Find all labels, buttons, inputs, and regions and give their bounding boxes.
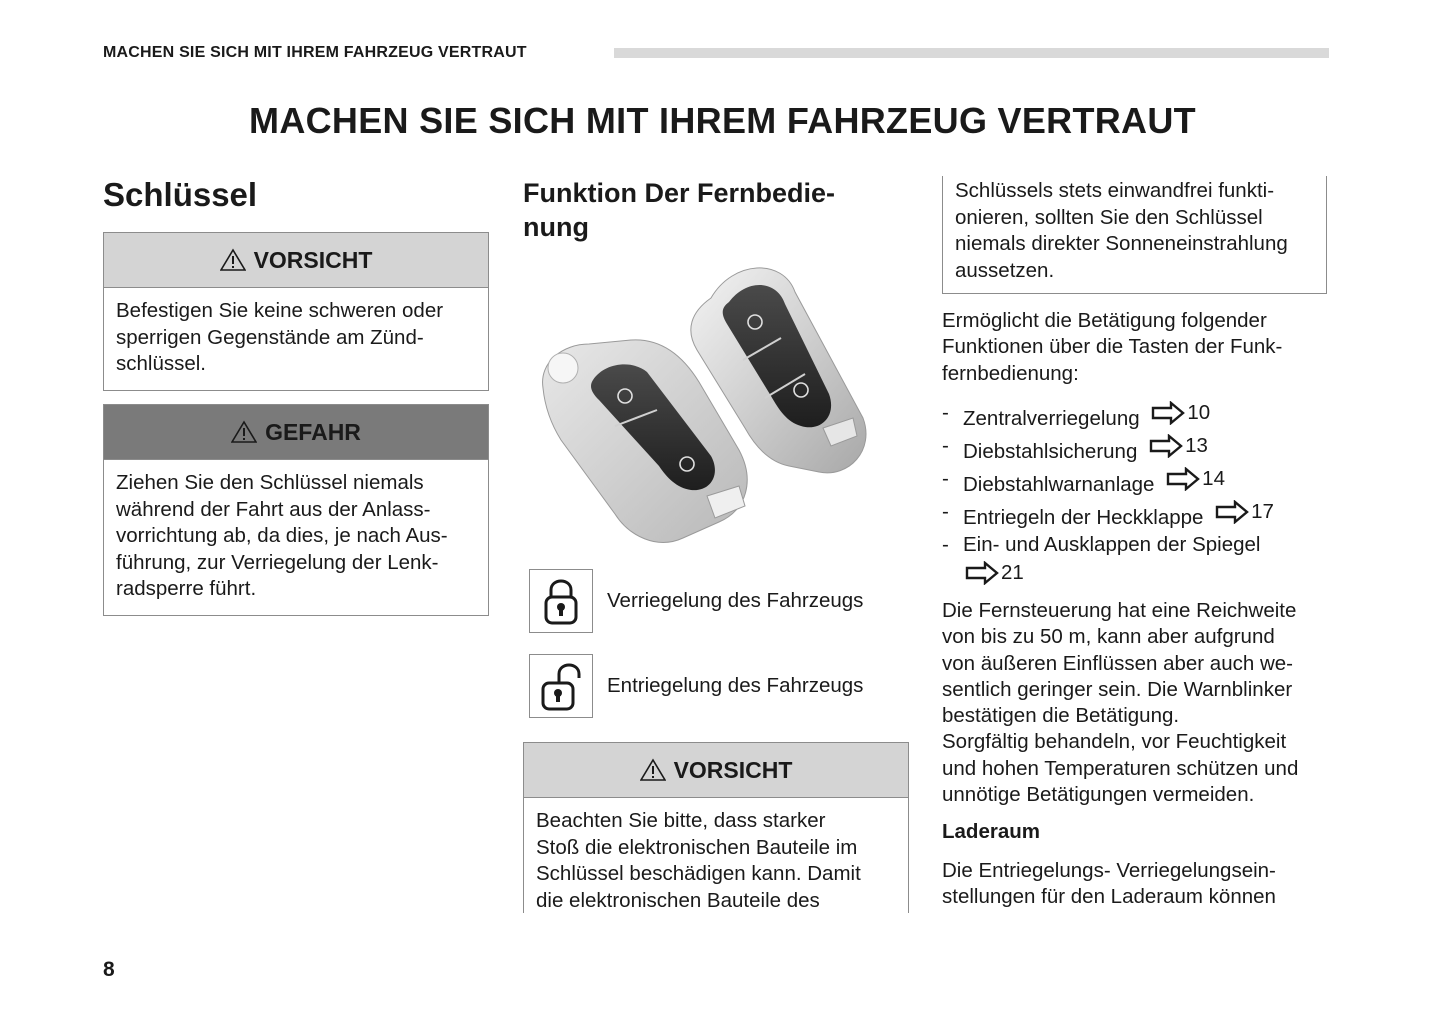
notice-line: Beachten Sie bitte, dass starker (536, 809, 826, 832)
notice-line: aussetzen. (955, 258, 1055, 282)
list-item (942, 432, 1329, 465)
page-number-ref: 17 (1251, 500, 1274, 523)
notice-caution (523, 742, 909, 913)
list-item (942, 498, 1329, 531)
text-line: Die Fernsteuerung hat eine Reichweite (942, 599, 1297, 622)
notice-line: führung, zur Verriegelung der Lenk- (116, 550, 439, 574)
page-number-ref: 10 (1187, 401, 1211, 424)
notice-line: niemals direkter Sonneneinstrahlung (955, 232, 1288, 255)
text-line: und hohen Temperaturen schützen und (942, 756, 1299, 780)
list-item (942, 465, 1329, 498)
feature-label: Diebstahlwarnanlage (963, 473, 1155, 496)
cargo-paragraph (942, 858, 1329, 911)
text-line: Sorgfältig behandeln, vor Feuchtigkeit (942, 730, 1287, 754)
section-title-keys: Schlüssel (103, 176, 258, 213)
feature-label: Diebstahlsicherung (963, 440, 1138, 463)
notice-line: onieren, sollten Sie den Schlüssel (955, 205, 1263, 229)
notice-line: radsperre führt. (116, 577, 257, 600)
notice-line: vorrichtung ab, da dies, je nach Aus- (116, 524, 448, 547)
notice-header (104, 233, 488, 288)
text-line: Ermöglicht die Betätigung folgender (942, 309, 1267, 332)
notice-line: sperrigen Gegenstände am Zünd- (116, 325, 424, 349)
page-title: MACHEN SIE SICH MIT IHREM FAHRZEUG VERTRAUT (249, 100, 1196, 141)
list-item (942, 399, 1329, 432)
list-item (942, 531, 1329, 591)
column-remote (523, 176, 909, 912)
notice-line: Schlüssel beschädigen kann. Damit (536, 862, 861, 885)
warning-triangle-icon (640, 758, 666, 782)
notice-caution (103, 232, 489, 391)
arrow-reference-icon (965, 561, 999, 585)
notice-line: Befestigen Sie keine schweren oder (116, 299, 444, 322)
notice-line: Ziehen Sie den Schlüssel niemals (116, 471, 424, 494)
page-reference[interactable] (1166, 465, 1225, 493)
text-line: von äußeren Einflüssen aber auch we- (942, 651, 1293, 675)
section-title-remote (523, 176, 909, 244)
page-number-ref: 21 (1001, 561, 1024, 584)
text-line: Funktionen über die Tasten der Funk- (942, 335, 1283, 359)
feature-label: - Ein- und Ausklappen der Spiegel (963, 533, 1261, 556)
notice-danger (103, 404, 489, 616)
feature-label: Entriegeln der Heckklappe (963, 506, 1204, 529)
text-line: bestätigen die Betätigung. (942, 704, 1180, 728)
running-header: MACHEN SIE SICH MIT IHREM FAHRZEUG VERTRAUT (103, 44, 527, 61)
notice-label: VORSICHT (673, 756, 793, 783)
notice-line: schlüssel. (116, 352, 207, 375)
text-line: unnötige Betätigungen vermeiden. (942, 783, 1255, 807)
notice-text (104, 460, 488, 615)
notice-continued (942, 176, 1327, 294)
arrow-reference-icon (1215, 500, 1249, 524)
title-line: nung (523, 212, 589, 242)
lock-icon-box (529, 569, 593, 633)
remote-key-illustration (533, 260, 905, 560)
lock-row (529, 569, 863, 633)
page-reference[interactable] (965, 559, 1024, 587)
notice-header (524, 743, 908, 798)
notice-label: GEFAHR (265, 418, 361, 445)
unlock-label: Entriegelung des Fahrzeugs (607, 674, 864, 697)
notice-header (104, 405, 488, 460)
arrow-reference-icon (1149, 434, 1183, 458)
text-line: sentlich geringer sein. Die Warnblinker (942, 677, 1293, 701)
page-reference[interactable] (1215, 498, 1274, 526)
feature-list (942, 399, 1329, 591)
arrow-reference-icon (1151, 401, 1185, 425)
intro-paragraph (942, 308, 1329, 387)
subheading-cargo: Laderaum (942, 820, 1040, 843)
unlock-row (529, 654, 863, 718)
page-number-ref: 14 (1202, 467, 1225, 490)
page-number: 8 (103, 958, 115, 981)
notice-line: die elektronischen Bauteile des (536, 888, 820, 912)
header-rule (614, 48, 1329, 58)
text-line: von bis zu 50 m, kann aber aufgrund (942, 625, 1275, 649)
text-line: fernbedienung: (942, 361, 1079, 385)
padlock-open-icon (539, 660, 583, 712)
title-line: Funktion Der Fernbedie- (523, 178, 836, 208)
column-keys (103, 176, 489, 600)
page-number-ref: 13 (1185, 434, 1208, 457)
notice-line: während der Fahrt aus der Anlass- (116, 497, 431, 521)
notice-line: Schlüssels stets einwandfrei funkti- (955, 179, 1275, 202)
page-reference[interactable] (1151, 399, 1210, 427)
padlock-closed-icon (542, 576, 580, 626)
feature-label: Zentralverriegelung (963, 407, 1140, 430)
warning-triangle-icon (220, 248, 246, 272)
arrow-reference-icon (1166, 467, 1200, 491)
notice-line: Stoß die elektronischen Bauteile im (536, 835, 858, 859)
notice-text (104, 288, 488, 390)
text-line: Die Entriegelungs- Verriegelungsein- (942, 859, 1276, 882)
page-reference[interactable] (1149, 432, 1208, 460)
warning-triangle-icon (231, 420, 257, 444)
range-paragraph (942, 598, 1329, 808)
text-line: stellungen für den Laderaum können (942, 885, 1276, 909)
notice-label: VORSICHT (253, 246, 373, 273)
lock-label: Verriegelung des Fahrzeugs (607, 589, 864, 612)
unlock-icon-box (529, 654, 593, 718)
notice-text (524, 798, 908, 913)
